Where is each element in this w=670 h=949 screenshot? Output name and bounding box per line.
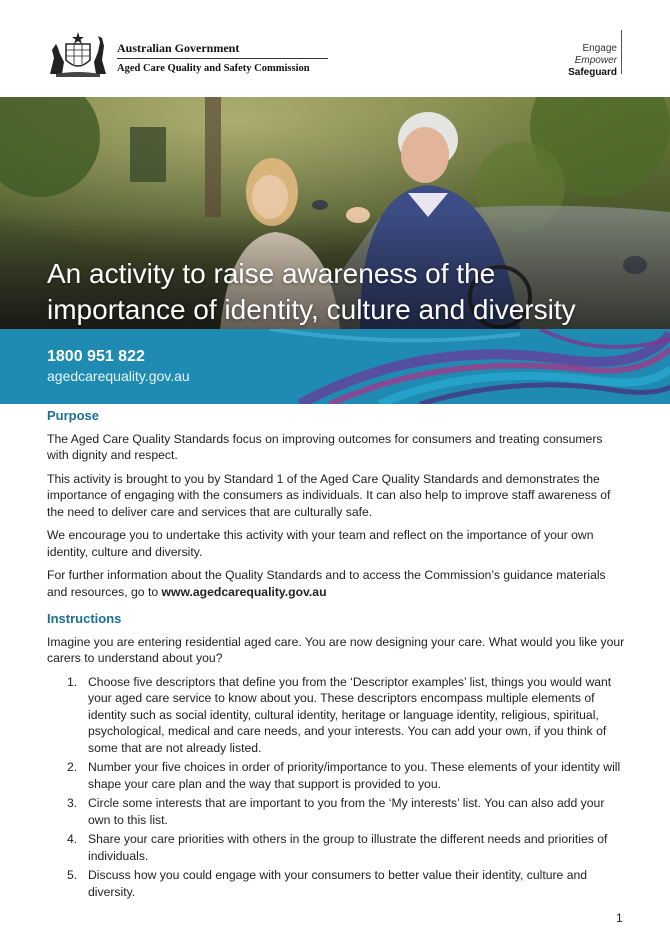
- main-content: [47, 408, 627, 903]
- tagline-safeguard: Safeguard: [568, 67, 617, 78]
- step-text: Choose five descriptors that define you from the ‘Descriptor examples’ list, things you would want your aged care service to know about you. These descriptors encompass multiple elements of identity such as social identity, cultural identity, heritage or language identity, religious, spiritual, psychological, medical and care needs, and your interests. You can add your own, if you think of some that are not already listed.: [88, 674, 612, 755]
- swirl-graphic: [0, 329, 670, 404]
- website-link[interactable]: agedcarequality.gov.au: [47, 368, 190, 384]
- commission-url-link[interactable]: www.agedcarequality.gov.au: [161, 584, 327, 599]
- page-header: [0, 0, 670, 97]
- step-number: 1.: [67, 674, 78, 689]
- page-number: 1: [616, 911, 623, 925]
- purpose-paragraph: The Aged Care Quality Standards focus on improving outcomes for consumers and treating consumers with dignity and respect.: [47, 431, 603, 462]
- step-text: Circle some interests that are important to you from the ‘My interests’ list. You can also add your own to this list.: [88, 796, 605, 827]
- tagline: [568, 43, 617, 79]
- step-number: 3.: [67, 796, 78, 810]
- purpose-heading: Purpose: [47, 408, 100, 423]
- page-title: [47, 256, 647, 328]
- step-text: Discuss how you could engage with your consumers to better value their identity, culture and diversity.: [88, 868, 588, 899]
- list-item: [47, 831, 627, 864]
- tagline-engage: Engage: [582, 43, 617, 54]
- coat-of-arms-icon: [46, 30, 110, 78]
- list-item: [47, 759, 627, 792]
- title-line-2: importance of identity, culture and diversity: [47, 294, 576, 325]
- tagline-empower: Empower: [574, 55, 617, 66]
- list-item: [47, 674, 627, 757]
- list-item: [47, 867, 627, 900]
- step-number: 4.: [67, 832, 78, 846]
- step-text: Share your care priorities with others in the group to illustrate the different needs and priorities of individuals.: [88, 832, 608, 863]
- purpose-paragraph: This activity is brought to you by Standard 1 of the Aged Care Quality Standards and demonstrates the importance of engaging with the consumers as individuals. It can also help to improve staff awareness of the need to deliver care and services that are culturally safe.: [47, 471, 611, 519]
- commission-name: Aged Care Quality and Safety Commission: [117, 63, 310, 74]
- instructions-heading: Instructions: [47, 611, 122, 626]
- list-item: [47, 795, 627, 828]
- purpose-paragraph: We encourage you to undertake this activity with your team and reflect on the importance of your own identity, culture and diversity.: [47, 528, 594, 559]
- tagline-divider: [621, 30, 622, 74]
- step-text: Number your five choices in order of priority/importance to you. These elements of your identity will shape your care plan and the way that support is provided to you.: [88, 760, 621, 791]
- further-info-text: For further information about the Quality Standards and to access the Commission’s guidance materials and resources, go to: [47, 568, 606, 599]
- further-info-paragraph: [47, 567, 627, 600]
- step-number: 5.: [67, 868, 78, 882]
- title-divider: [117, 58, 328, 59]
- government-title: Australian Government: [117, 41, 240, 55]
- instructions-list: [47, 674, 627, 901]
- hero-banner: [0, 97, 670, 329]
- title-line-1: An activity to raise awareness of the: [47, 258, 496, 289]
- step-number: 2.: [67, 760, 78, 774]
- instructions-intro: Imagine you are entering residential aged care. You are now designing your care. What would you like your carers to understand about you?: [47, 634, 625, 665]
- contact-band: [0, 329, 670, 404]
- phone-number[interactable]: 1800 951 822: [47, 348, 145, 365]
